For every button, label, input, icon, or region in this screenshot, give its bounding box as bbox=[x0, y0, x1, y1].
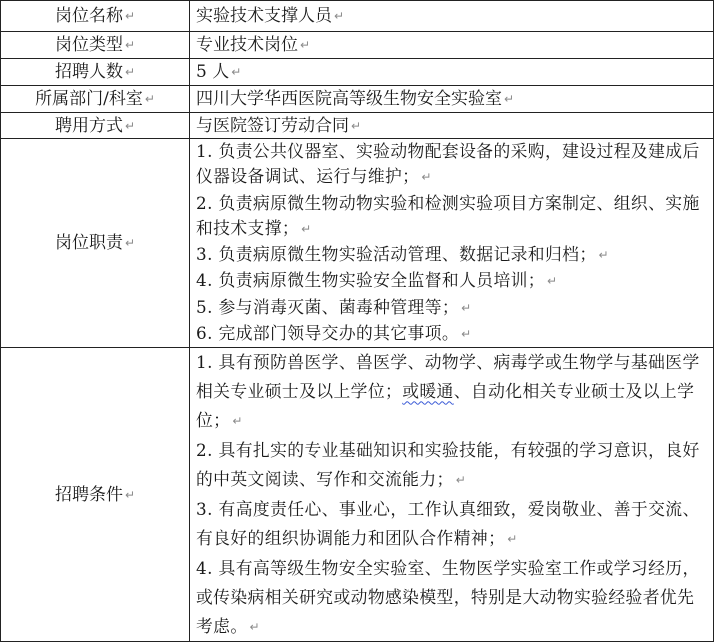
row-position-name bbox=[1, 1, 714, 32]
duty-item: 6. 完成部门领导交办的其它事项。 ↵ bbox=[196, 323, 472, 344]
headcount-label: 招聘人数 bbox=[54, 62, 123, 82]
department-label-cell bbox=[1, 86, 190, 113]
conditions-value-cell bbox=[190, 348, 714, 642]
department-value: 四川大学华西医院高等级生物安全实验室 bbox=[196, 89, 502, 109]
row-employment bbox=[1, 113, 714, 139]
position-name-value-cell bbox=[190, 1, 714, 32]
duty-item: 5. 参与消毒灭菌、菌毒种管理等； ↵ bbox=[196, 296, 472, 317]
paragraph-mark-icon: ↵ bbox=[598, 248, 610, 263]
position-type-label-cell bbox=[1, 32, 190, 59]
row-conditions bbox=[1, 348, 714, 642]
employment-value-cell bbox=[190, 113, 714, 139]
position-type-label: 岗位类型 bbox=[54, 35, 123, 55]
condition-item: 1. 具有预防兽医学、兽医学、动物学、病毒学或生物学与基础医学相关专业硕士及以上学位；或暖通、自动化相关专业硕士及以上学位； ↵ bbox=[196, 352, 700, 431]
duties-label: 岗位职责 bbox=[54, 233, 123, 254]
duties-value-cell bbox=[190, 139, 714, 348]
paragraph-mark-icon: ↵ bbox=[231, 65, 242, 79]
paragraph-mark-icon: ↵ bbox=[507, 531, 518, 546]
paragraph-mark-icon: ↵ bbox=[504, 92, 515, 106]
duty-item: 3. 负责病原微生物实验活动管理、数据记录和归档； ↵ bbox=[196, 244, 610, 265]
paragraph-mark-icon: ↵ bbox=[301, 221, 312, 236]
paragraph-mark-icon: ↵ bbox=[144, 92, 155, 106]
condition-item: 2. 具有扎实的专业基础知识和实验技能，有较强的学习意识，良好的中英文阅读、写作和交流能力； ↵ bbox=[196, 440, 700, 489]
paragraph-mark-icon: ↵ bbox=[461, 300, 472, 315]
employment-label-cell bbox=[1, 113, 190, 139]
headcount-value-cell bbox=[190, 59, 714, 86]
department-label: 所属部门/科室 bbox=[35, 89, 143, 109]
paragraph-mark-icon: ↵ bbox=[124, 487, 136, 502]
paragraph-mark-icon: ↵ bbox=[124, 38, 136, 52]
paragraph-mark-icon: ↵ bbox=[455, 473, 467, 487]
position-type-value-cell bbox=[190, 32, 714, 59]
paragraph-mark-icon: ↵ bbox=[461, 327, 472, 342]
duty-item: 4. 负责病原微生物实验安全监督和人员培训； ↵ bbox=[196, 270, 558, 291]
paragraph-mark-icon: ↵ bbox=[124, 236, 136, 251]
row-duties bbox=[1, 139, 714, 348]
department-value-cell bbox=[190, 86, 714, 113]
duties-label-cell bbox=[1, 139, 190, 348]
condition-item: 4. 具有高等级生物安全实验室、生物医学实验室工作或学习经历，或传染病相关研究或动物感染模型，特别是大动物实验经验者优先考虑。 ↵ bbox=[196, 557, 700, 636]
paragraph-mark-icon: ↵ bbox=[547, 274, 558, 289]
paragraph-mark-icon: ↵ bbox=[124, 65, 136, 79]
paragraph-mark-icon: ↵ bbox=[232, 414, 243, 429]
headcount-label-cell bbox=[1, 59, 190, 86]
duty-item: 2. 负责病原微生物动物实验和检测实验项目方案制定、组织、实施和技术支撑； ↵ bbox=[196, 192, 700, 238]
position-name-value: 实验技术支撑人员 bbox=[196, 6, 332, 26]
headcount-value: 5 人 bbox=[196, 62, 230, 82]
conditions-label-cell bbox=[1, 348, 190, 642]
paragraph-mark-icon: ↵ bbox=[124, 118, 136, 133]
paragraph-mark-icon: ↵ bbox=[351, 118, 362, 133]
paragraph-mark-icon: ↵ bbox=[124, 9, 136, 23]
conditions-label: 招聘条件 bbox=[54, 484, 123, 505]
paragraph-mark-icon: ↵ bbox=[421, 170, 432, 185]
employment-label: 聘用方式 bbox=[54, 115, 123, 136]
condition-item: 3. 有高度责任心、事业心，工作认真细致，爱岗敬业、善于交流、有良好的组织协调能力和团队合作精神； ↵ bbox=[196, 498, 700, 548]
position-name-label: 岗位名称 bbox=[54, 6, 123, 26]
position-type-value: 专业技术岗位 bbox=[196, 35, 298, 55]
duty-item: 1. 负责公共仪器室、实验动物配套设备的采购，建设过程及建成后仪器设备调试、运行与维护； ↵ bbox=[196, 141, 700, 187]
paragraph-mark-icon: ↵ bbox=[300, 38, 311, 52]
paragraph-mark-icon: ↵ bbox=[249, 619, 261, 634]
row-headcount bbox=[1, 59, 714, 86]
row-department bbox=[1, 86, 714, 113]
employment-value: 与医院签订劳动合同 bbox=[196, 115, 349, 136]
position-name-label-cell bbox=[1, 1, 190, 32]
paragraph-mark-icon: ↵ bbox=[334, 9, 345, 23]
spellcheck-underlined-text: 或暖通 bbox=[402, 381, 454, 402]
row-position-type bbox=[1, 32, 714, 59]
